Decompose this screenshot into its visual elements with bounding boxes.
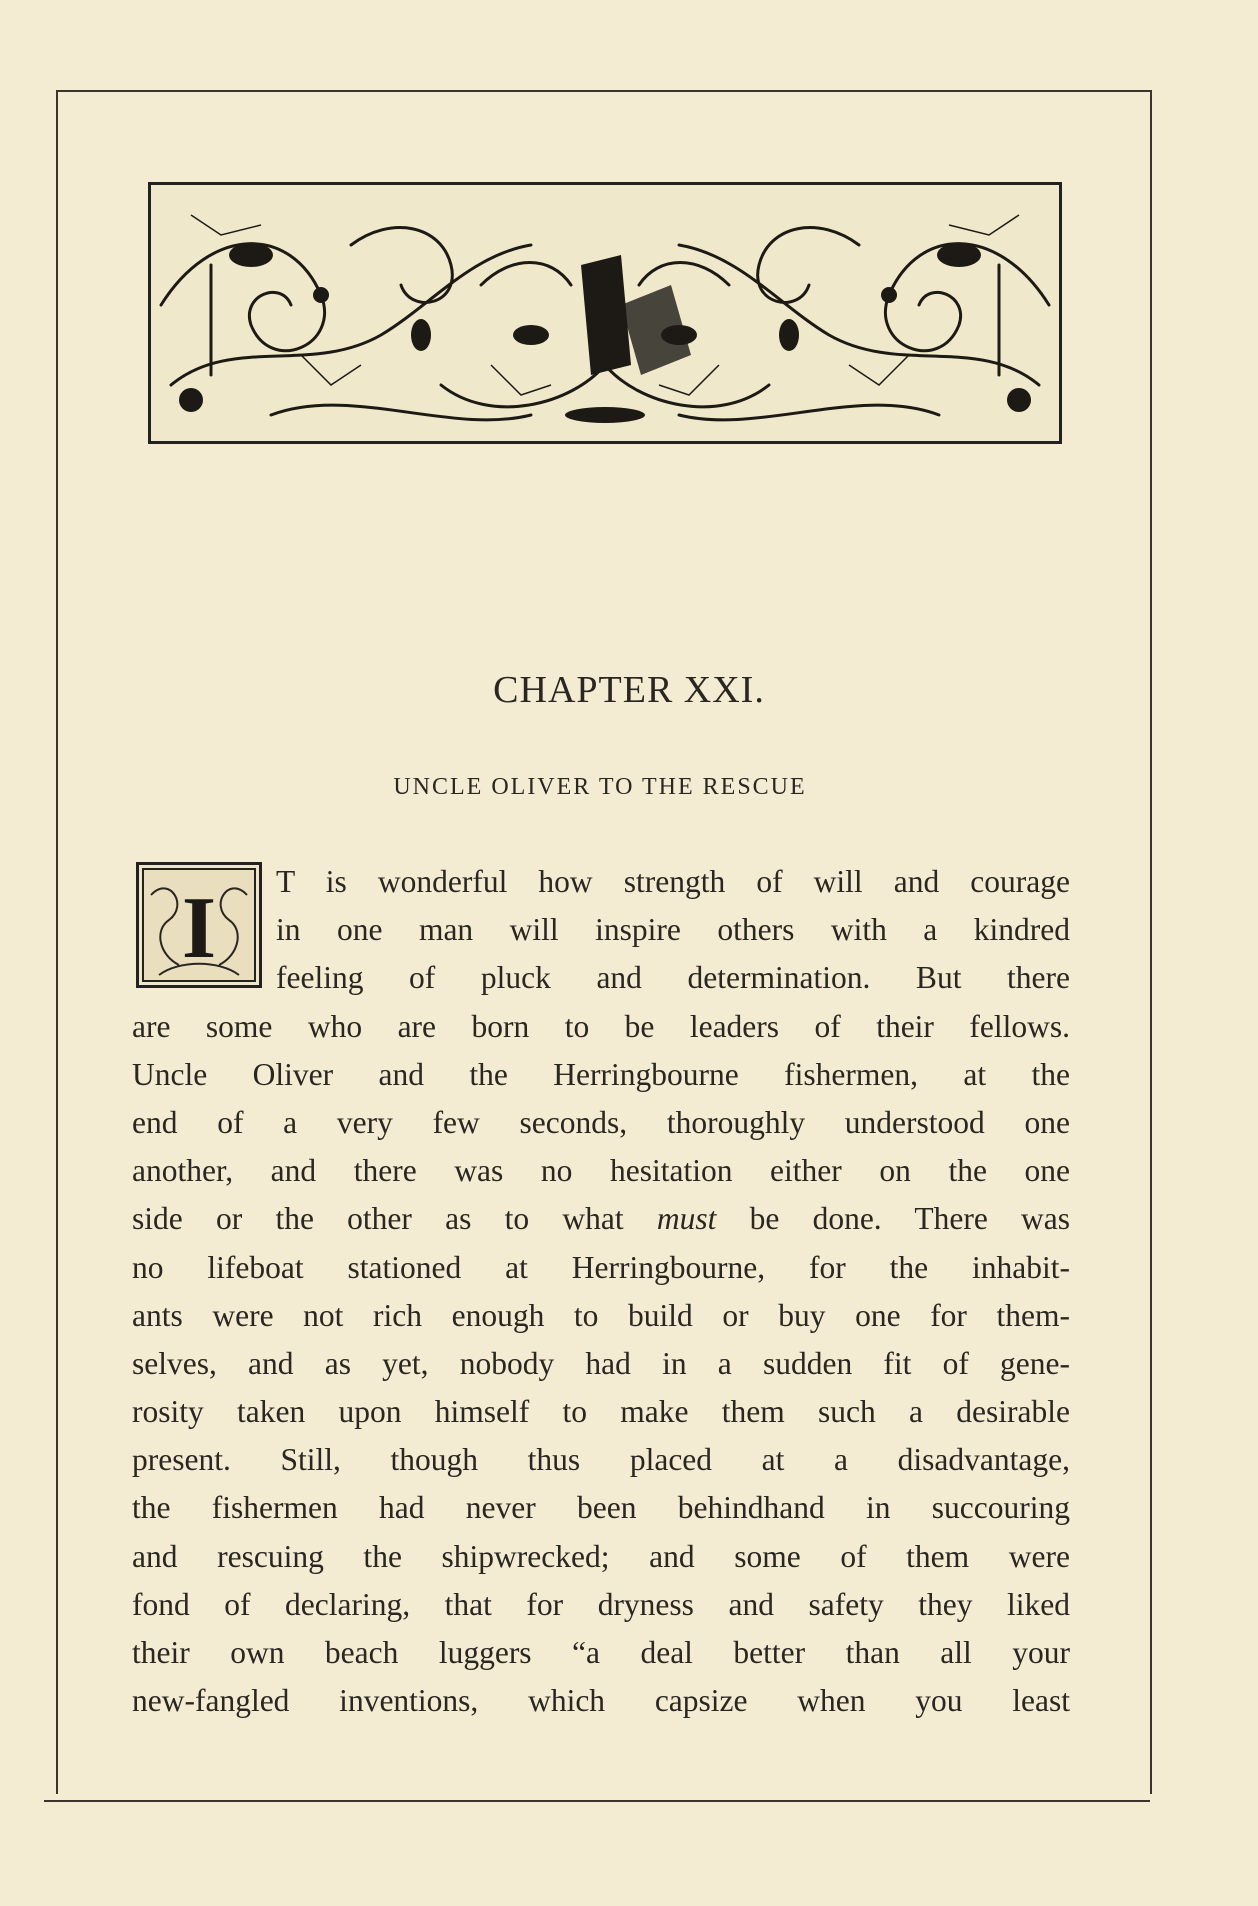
text-line: Uncle Oliver and the Herringbourne fishermen, at the — [132, 1056, 1070, 1092]
chapter-body-text — [132, 858, 1070, 1725]
text-line: their own beach luggers “a deal better than all your — [132, 1635, 1070, 1670]
text-line: new-fangled inventions, which capsize when you least — [132, 1683, 1070, 1719]
text-line: selves, and as yet, nobody had in a sudden fit of gene- — [132, 1345, 1070, 1381]
text-line-with-emphasis — [132, 1195, 1070, 1243]
text-line: feeling of pluck and determination. But there — [276, 960, 1070, 996]
text-line: in one man will inspire others with a kindred — [276, 912, 1070, 948]
text-segment: side or the other as to what — [132, 1201, 624, 1237]
text-line: present. Still, though thus placed at a disadvantage, — [132, 1442, 1070, 1478]
text-line: another, and there was no hesitation either on the one — [132, 1153, 1070, 1189]
drop-cap-letter: I — [181, 880, 217, 977]
text-line: and rescuing the shipwrecked; and some of them were — [132, 1538, 1070, 1574]
text-line: end of a very few seconds, thoroughly understood one — [132, 1104, 1070, 1140]
ornamental-headpiece — [148, 182, 1062, 444]
text-segment: be done. There was — [749, 1201, 1071, 1237]
chapter-title: CHAPTER XXI. — [493, 669, 765, 711]
text-line: T is wonderful how strength of will and courage — [276, 864, 1070, 899]
bottom-rule — [44, 1800, 1150, 1802]
emphasized-word: must — [656, 1201, 717, 1237]
text-line: ants were not rich enough to build or buy one for them- — [132, 1297, 1070, 1333]
text-line: the fishermen had never been behindhand in succouring — [132, 1490, 1070, 1526]
text-line: are some who are born to be leaders of their fellows. — [132, 1008, 1070, 1044]
text-line: no lifeboat stationed at Herringbourne, for the inhabit- — [132, 1249, 1070, 1285]
chapter-subtitle: UNCLE OLIVER TO THE RESCUE — [393, 774, 807, 800]
text-line: rosity taken upon himself to make them such a desirable — [132, 1394, 1070, 1430]
floral-scroll-ornament-icon — [151, 185, 1059, 441]
text-line: fond of declaring, that for dryness and safety they liked — [132, 1586, 1070, 1622]
